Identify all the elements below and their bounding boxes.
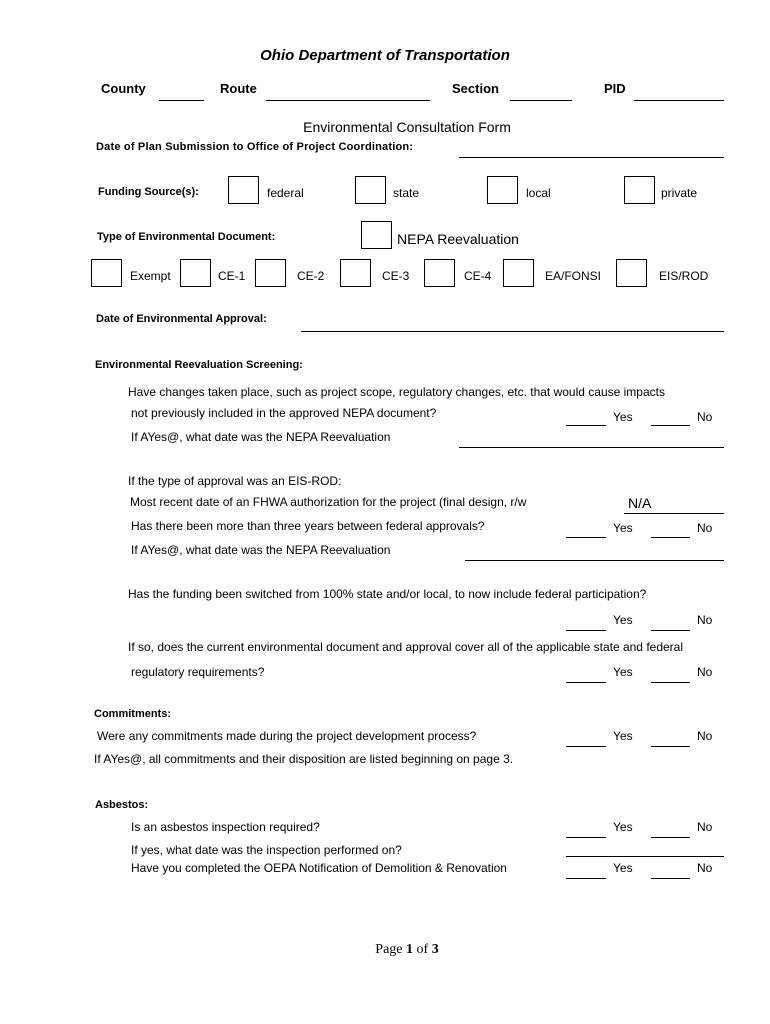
oepa-no-label: No [697, 861, 713, 875]
q2-reeval-date-field[interactable] [465, 560, 724, 561]
q2-followup-text: If AYes@, what date was the NEPA Reevaluation [131, 543, 391, 557]
ce1-checkbox[interactable] [180, 259, 211, 287]
eis-rod-label: EIS/ROD [659, 269, 709, 283]
asbestos-q1-no-label: No [697, 820, 713, 834]
oepa-no-field[interactable] [651, 878, 690, 879]
asbestos-heading: Asbestos: [95, 799, 149, 811]
form-title: Environmental Consultation Form [303, 119, 511, 135]
q1-no-field[interactable] [651, 425, 690, 426]
local-checkbox[interactable] [487, 176, 518, 204]
state-checkbox[interactable] [355, 176, 386, 204]
section-label: Section [452, 81, 499, 96]
three-years-yes-label: Yes [613, 521, 633, 535]
ce3-checkbox[interactable] [340, 259, 371, 287]
three-years-no-label: No [697, 521, 713, 535]
page-total: 3 [431, 942, 439, 957]
doc-type-label: Type of Environmental Document: [97, 231, 276, 243]
asbestos-q1-no-field[interactable] [651, 837, 690, 838]
commitments-note: If AYes@, all commitments and their disposition are listed beginning on page 3. [94, 752, 514, 766]
commitments-no-label: No [697, 729, 713, 743]
ce2-label: CE-2 [297, 269, 325, 283]
funding-switch-yes-label: Yes [613, 613, 633, 627]
state-label: state [393, 186, 420, 200]
funding-switch-no-field[interactable] [651, 630, 690, 631]
federal-checkbox[interactable] [228, 176, 259, 204]
q1-text-line1: Have changes taken place, such as project scope, regulatory changes, etc. that would cause impacts [128, 385, 665, 399]
cover-no-field[interactable] [651, 682, 690, 683]
private-checkbox[interactable] [624, 176, 655, 204]
asbestos-question-1: Is an asbestos inspection required? [131, 820, 320, 834]
q1-no-label: No [697, 410, 713, 424]
fhwa-value: N/A [628, 495, 652, 511]
of-word: of [416, 942, 429, 957]
asbestos-question-3: Have you completed the OEPA Notification of Demolition & Renovation [131, 861, 507, 875]
local-label: local [526, 186, 551, 200]
fhwa-question: Most recent date of an FHWA authorization for the project (final design, r/w [130, 495, 527, 509]
ce2-checkbox[interactable] [255, 259, 286, 287]
commitments-yes-label: Yes [613, 729, 633, 743]
commitments-heading: Commitments: [94, 708, 172, 720]
ce1-label: CE-1 [218, 269, 246, 283]
q1-reeval-date-field[interactable] [459, 447, 724, 448]
eis-intro-text: If the type of approval was an EIS-ROD: [128, 474, 342, 488]
route-field[interactable] [266, 100, 430, 101]
commitments-no-field[interactable] [651, 746, 690, 747]
three-years-yes-field[interactable] [566, 537, 606, 538]
exempt-checkbox[interactable] [91, 259, 122, 287]
section-field[interactable] [510, 100, 572, 101]
pid-field[interactable] [634, 100, 724, 101]
page-word: Page [375, 942, 403, 957]
funding-switch-yes-field[interactable] [566, 630, 606, 631]
ce3-label: CE-3 [382, 269, 410, 283]
cover-yes-field[interactable] [566, 682, 606, 683]
cover-yes-label: Yes [613, 665, 633, 679]
pid-label: PID [604, 81, 626, 96]
q1-yes-field[interactable] [566, 425, 606, 426]
three-years-no-field[interactable] [651, 537, 690, 538]
commitments-question: Were any commitments made during the project development process? [97, 729, 477, 743]
oepa-yes-label: Yes [613, 861, 633, 875]
ce4-checkbox[interactable] [424, 259, 455, 287]
oepa-yes-field[interactable] [566, 878, 606, 879]
approval-date-field[interactable] [301, 331, 724, 332]
asbestos-q1-yes-field[interactable] [566, 837, 606, 838]
three-years-question: Has there been more than three years between federal approvals? [131, 519, 485, 533]
org-title: Ohio Department of Transportation [260, 47, 510, 64]
exempt-label: Exempt [130, 269, 171, 283]
cover-question-line2: regulatory requirements? [131, 665, 265, 679]
asbestos-question-2: If yes, what date was the inspection performed on? [131, 843, 402, 857]
q1-followup-text: If AYes@, what date was the NEPA Reevaluation [131, 430, 391, 444]
inspection-date-field[interactable] [566, 856, 724, 857]
page-indicator [0, 942, 770, 958]
q1-text-line2: not previously included in the approved NEPA document? [131, 406, 437, 420]
eis-rod-checkbox[interactable] [616, 259, 647, 287]
ea-fonsi-checkbox[interactable] [503, 259, 534, 287]
reeval-heading: Environmental Reevaluation Screening: [95, 359, 303, 371]
q1-yes-label: Yes [613, 410, 633, 424]
county-field[interactable] [159, 100, 204, 101]
route-label: Route [220, 81, 257, 96]
fhwa-date-field[interactable] [624, 513, 724, 514]
cover-question-line1: If so, does the current environmental document and approval cover all of the applicable state and federal [128, 640, 684, 654]
funding-switch-no-label: No [697, 613, 713, 627]
funding-label: Funding Source(s): [98, 186, 199, 198]
ea-fonsi-label: EA/FONSI [545, 269, 602, 283]
nepa-reevaluation-label: NEPA Reevaluation [397, 231, 519, 247]
nepa-reevaluation-checkbox[interactable] [361, 221, 392, 249]
page-current: 1 [406, 942, 414, 957]
submission-date-field[interactable] [459, 157, 724, 158]
private-label: private [661, 186, 698, 200]
ce4-label: CE-4 [464, 269, 492, 283]
approval-label: Date of Environmental Approval: [96, 313, 267, 325]
submission-label: Date of Plan Submission to Office of Project Coordination: [96, 141, 414, 153]
asbestos-q1-yes-label: Yes [613, 820, 633, 834]
county-label: County [101, 81, 146, 96]
funding-switch-question: Has the funding been switched from 100% state and/or local, to now include federal participation? [128, 587, 647, 601]
commitments-yes-field[interactable] [566, 746, 606, 747]
federal-label: federal [267, 186, 304, 200]
cover-no-label: No [697, 665, 713, 679]
